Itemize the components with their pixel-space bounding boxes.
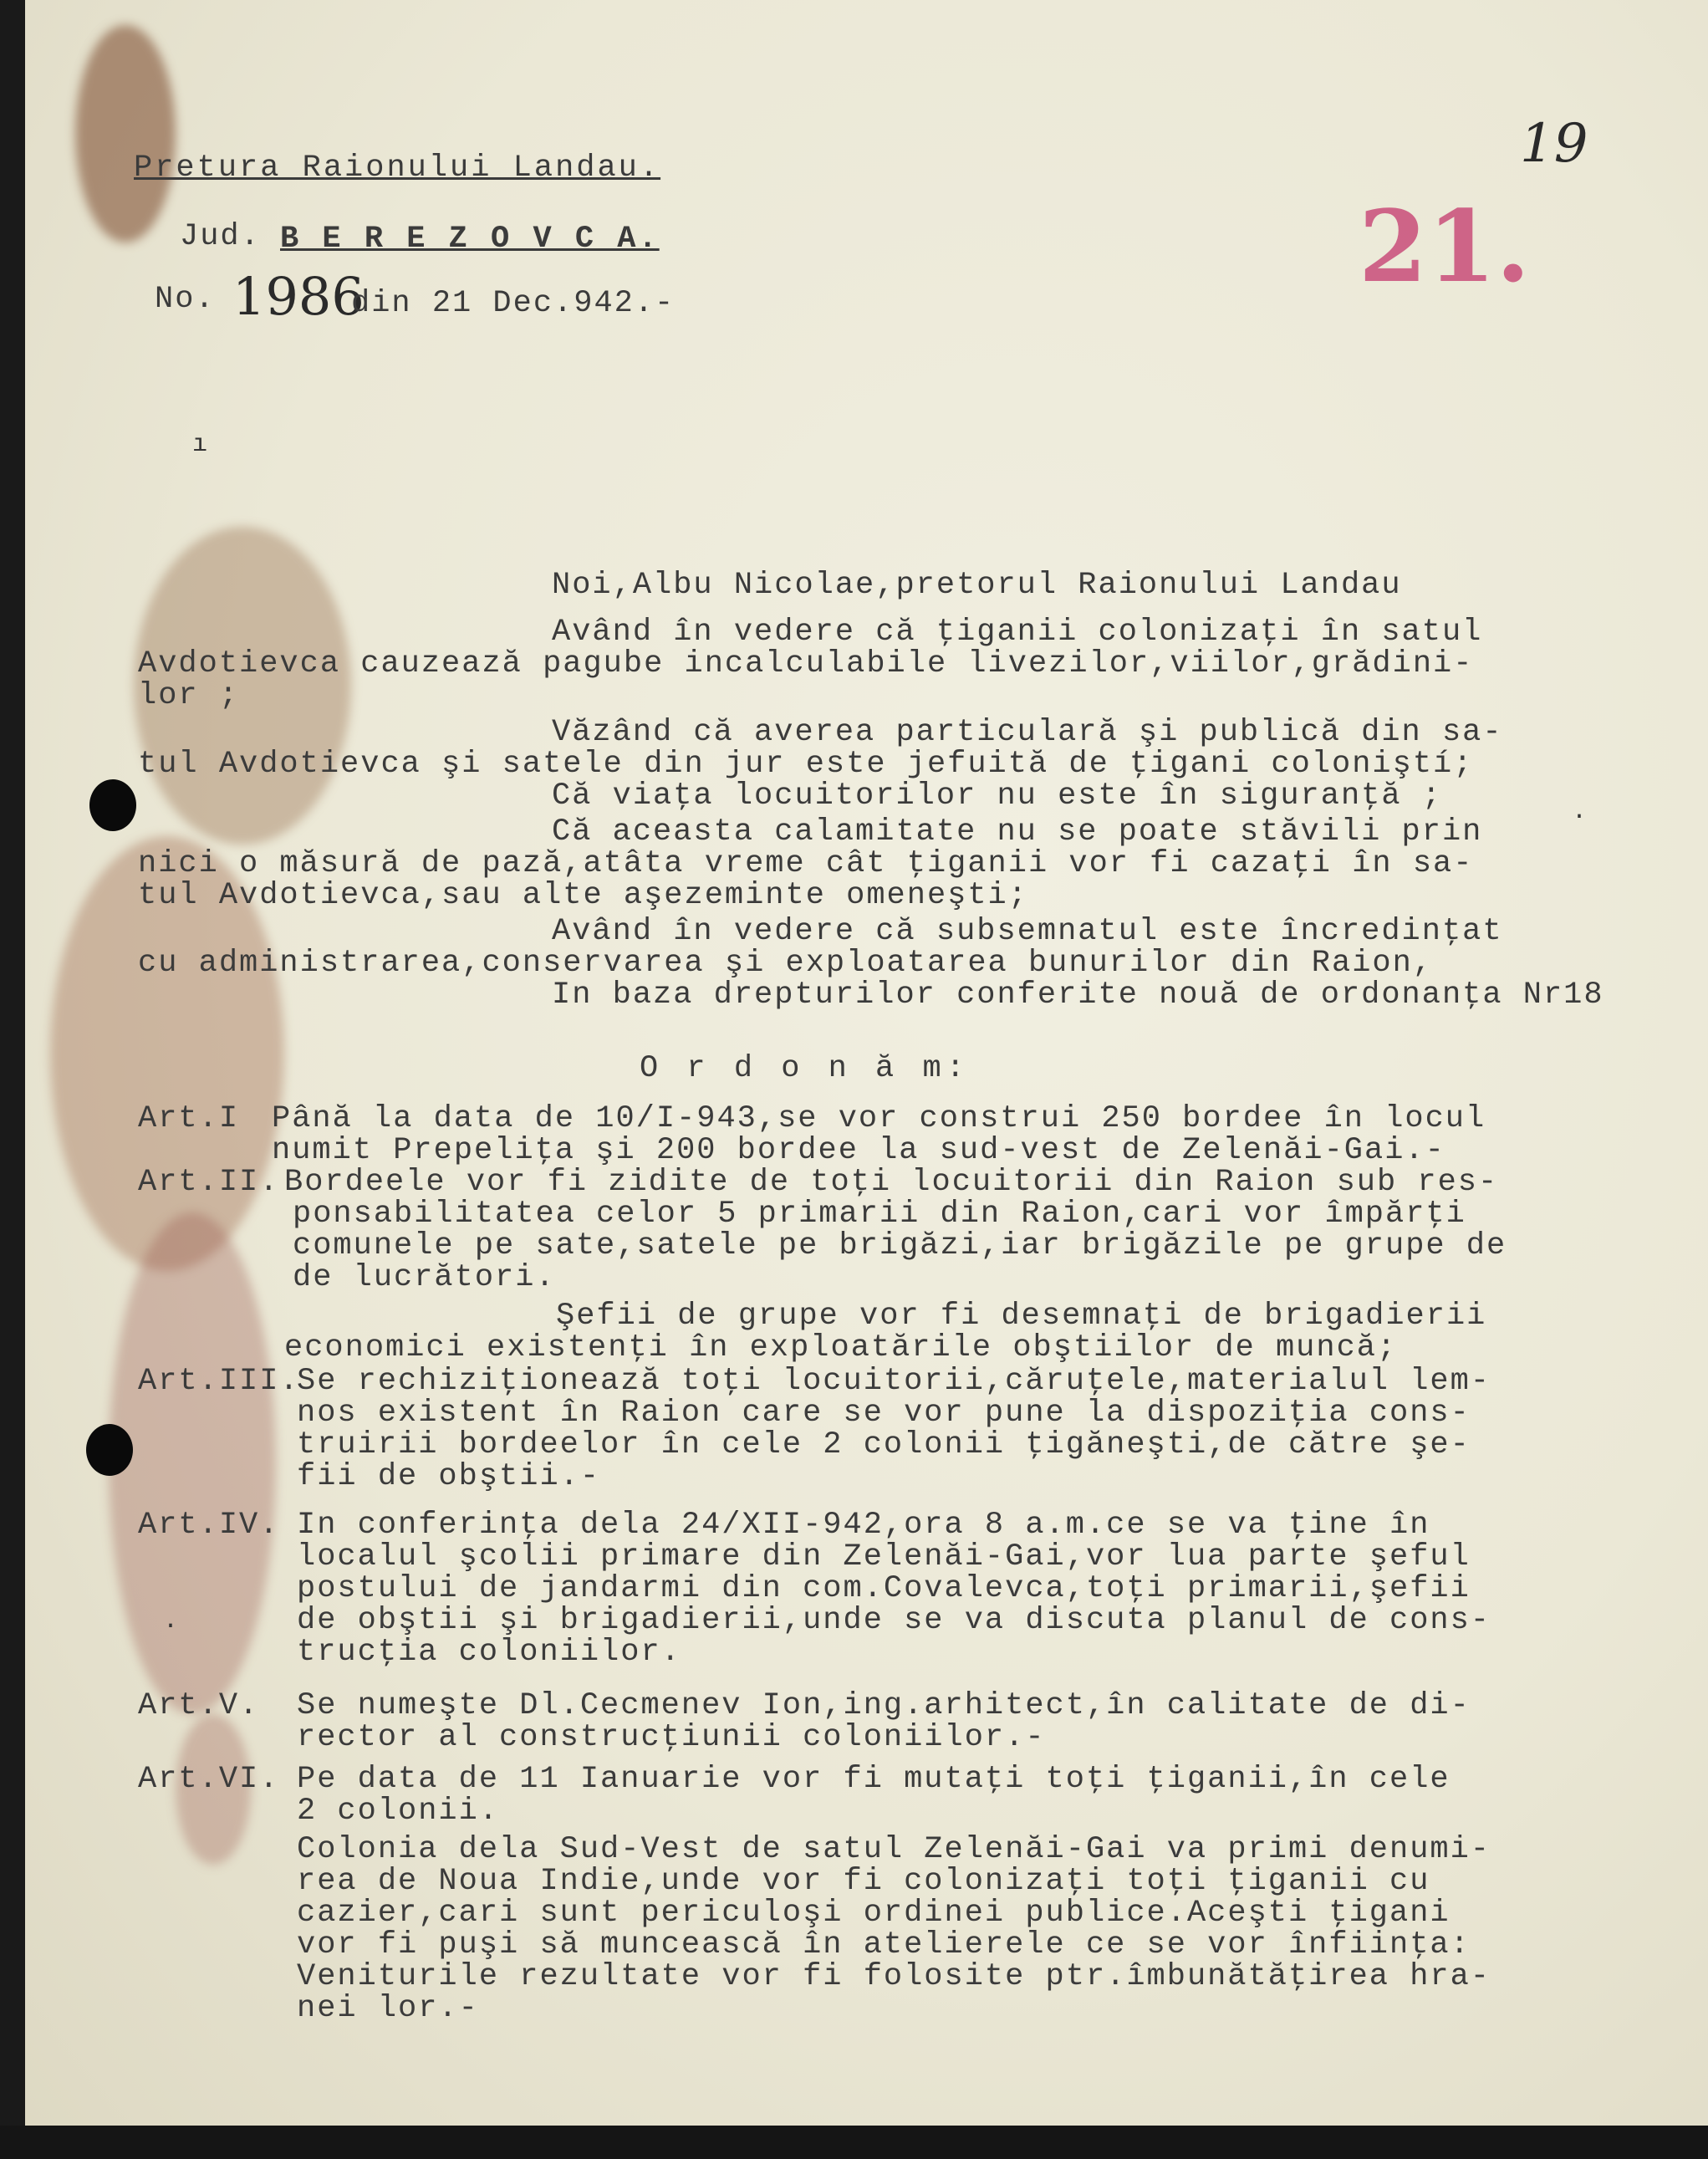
- article-line: vor fi puşi să muncească în atelierele ce se vor înfiinţa:: [297, 1927, 1471, 1962]
- article-line: Se rechiziţionează toţi locuitorii,căruţele,materialul lem-: [297, 1364, 1491, 1399]
- stain: [109, 1212, 276, 1714]
- article-line: trucţia coloniilor.: [297, 1635, 681, 1670]
- ordonam-heading: O r d o n ă m:: [640, 1051, 970, 1086]
- article-line: Veniturile rezultate vor fi folosite ptr.îmbunătăţirea hra-: [297, 1959, 1491, 1994]
- considering-line: Că aceasta calamitate nu se poate stăvili prin: [552, 814, 1483, 850]
- article-line: truirii bordeelor în cele 2 colonii ţigăneşti,de către şe-: [297, 1427, 1471, 1462]
- article-line: In conferinţa dela 24/XII-942,ora 8 a.m.ce se va ţine în: [297, 1508, 1430, 1543]
- article-line: cazier,cari sunt periculoşi ordinei publice.Aceşti ţigani: [297, 1896, 1451, 1931]
- article-line: economici existenţi în exploatările obştiilor de muncă;: [284, 1330, 1398, 1365]
- article-line: Şefii de grupe vor fi desemnaţi de brigadierii: [556, 1299, 1487, 1334]
- article-label: Art.IV.: [138, 1508, 280, 1543]
- margin-mark: ·: [163, 1612, 179, 1641]
- article-line: de obştii şi brigadierii,unde se va discuta planul de cons-: [297, 1603, 1491, 1638]
- considering-line: Având în vedere că ţiganii colonizaţi în satul: [552, 615, 1483, 650]
- article-line: ponsabilitatea celor 5 primarii din Raion,cari vor împărţi: [293, 1197, 1466, 1232]
- article-line: Se numeşte Dl.Cecmenev Ion,ing.arhitect,în calitate de di-: [297, 1688, 1471, 1723]
- article-label: Art.III.: [138, 1364, 300, 1399]
- page-number: 19: [1520, 113, 1588, 175]
- considering-line: Având în vedere că subsemnatul este încredinţat: [552, 914, 1503, 949]
- punch-hole: [86, 1424, 133, 1476]
- article-line: nos existent în Raion care se vor pune la dispoziţia cons-: [297, 1396, 1471, 1431]
- article-line: Bordeele vor fi zidite de toţi locuitorii din Raion sub res-: [284, 1165, 1499, 1200]
- considering-line: Avdotievca cauzează pagube incalculabile livezilor,viilor,grădini-: [138, 646, 1474, 681]
- considering-line: Văzând că averea particulară şi publică din sa-: [552, 715, 1503, 750]
- article-line: comunele pe sate,satele pe brigăzi,iar brigăzile pe grupe de: [293, 1228, 1507, 1263]
- article-line: localul şcolii primare din Zelenăi-Gai,vor lua parte şeful: [297, 1539, 1471, 1575]
- scan-border-bottom: [0, 2126, 1708, 2159]
- issuer-line: Noi,Albu Nicolae,pretorul Raionului Landau: [552, 568, 1402, 603]
- article-line: rea de Noua Indie,unde vor fi colonizaţi toţi ţiganii cu: [297, 1864, 1430, 1899]
- considering-line: In baza drepturilor conferite nouă de ordonanţa Nr18: [552, 977, 1604, 1013]
- considering-line: cu administrarea,conservarea şi exploatarea bunurilor din Raion,: [138, 946, 1434, 981]
- considering-line: lor ;: [138, 678, 240, 713]
- office-heading: Pretura Raionului Landau.: [134, 151, 661, 186]
- considering-line: nici o măsură de pază,atâta vreme cât ţiganii vor fi cazaţi în sa-: [138, 846, 1474, 881]
- margin-mark: ·: [1572, 803, 1588, 831]
- article-line: nei lor.-: [297, 1991, 479, 2026]
- number-label: No.: [155, 282, 216, 317]
- margin-mark: ı: [192, 431, 208, 459]
- article-line: de lucrători.: [293, 1260, 556, 1295]
- article-label: Art.I: [138, 1101, 240, 1136]
- punch-hole: [89, 779, 136, 831]
- article-label: Art.II.: [138, 1165, 280, 1200]
- county-name: B E R E Z O V C A.: [280, 222, 660, 257]
- considering-line: tul Avdotievca,sau alte aşezeminte omeneşti;: [138, 878, 1028, 913]
- article-line: postului de jandarmi din com.Covalevca,toţi primarii,şefii: [297, 1571, 1471, 1606]
- scan-border-left: [0, 0, 25, 2159]
- article-line: Pe data de 11 Ianuarie vor fi mutaţi toţi ţiganii,în cele: [297, 1762, 1451, 1797]
- document-number: 1986: [232, 266, 365, 327]
- article-line: Până la data de 10/I-943,se vor construi 250 bordee în locul: [272, 1101, 1486, 1136]
- considering-line: tul Avdotievca şi satele din jur este jefuită de ţigani coloniştí;: [138, 747, 1474, 782]
- stamp-number: 21.: [1359, 188, 1531, 304]
- article-line: numit Prepeliţa şi 200 bordee la sud-vest de Zelenăi-Gai.-: [272, 1133, 1445, 1168]
- article-line: fii de obştii.-: [297, 1459, 601, 1494]
- considering-line: Că viaţa locuitorilor nu este în siguranţă ;: [552, 778, 1442, 814]
- document-date: din 21 Dec.942.-: [351, 286, 676, 321]
- article-label: Art.V.: [138, 1688, 260, 1723]
- article-label: Art.VI.: [138, 1762, 280, 1797]
- county-prefix: Jud.: [180, 219, 261, 254]
- article-line: Colonia dela Sud-Vest de satul Zelenăi-Gai va primi denumi-: [297, 1832, 1491, 1867]
- article-line: rector al construcţiunii coloniilor.-: [297, 1720, 1046, 1755]
- stain: [75, 25, 176, 242]
- article-line: 2 colonii.: [297, 1794, 500, 1829]
